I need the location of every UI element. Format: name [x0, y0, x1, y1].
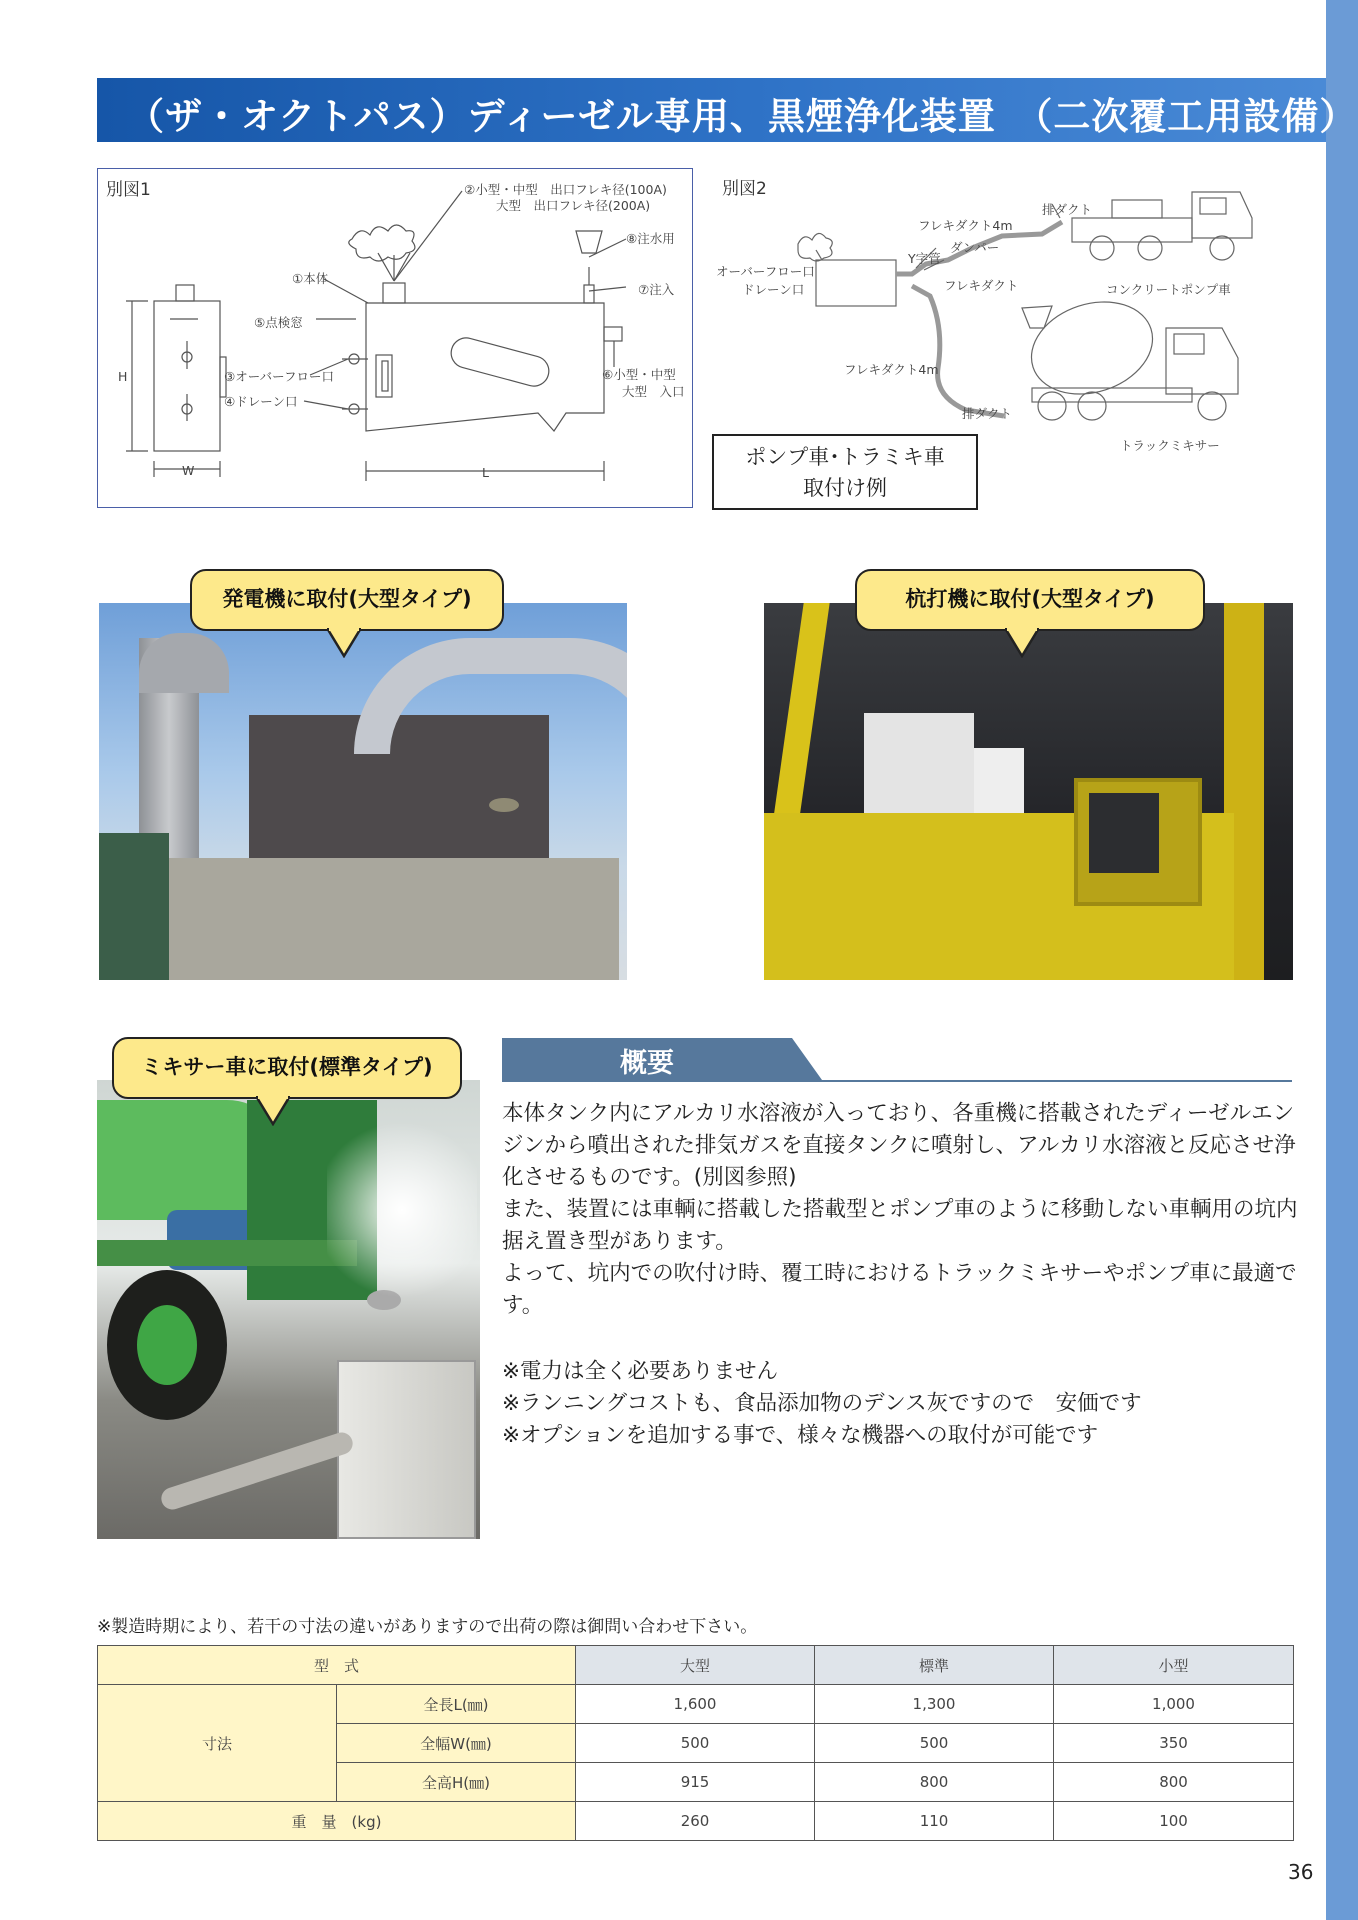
- note-1: ※電力は全く必要ありません: [502, 1359, 779, 1384]
- figure-1-label: 別図1: [106, 180, 151, 200]
- row-label-height: 全高H(㎜): [337, 1763, 576, 1802]
- installation-example-box: [712, 434, 978, 510]
- fig2-label-damper: ダンパー: [950, 240, 1000, 255]
- cell-length-standard: 1,300: [815, 1685, 1054, 1724]
- cell-length-small: 1,000: [1054, 1685, 1294, 1724]
- overview-notes: [502, 1356, 1142, 1452]
- row-label-length: 全長L(㎜): [337, 1685, 576, 1724]
- title-bar: [97, 78, 1358, 142]
- generator-caption: 発電機に取付(大型タイプ): [222, 587, 472, 611]
- pile-driver-photo: [764, 603, 1293, 980]
- callout-8: ⑧注水用: [626, 231, 675, 246]
- callout-7: ⑦注入: [638, 282, 675, 297]
- spec-table: [97, 1645, 1294, 1841]
- figure-1-diagram: [97, 168, 693, 508]
- row-label-width: 全幅W(㎜): [337, 1724, 576, 1763]
- cell-width-small: 350: [1054, 1724, 1294, 1763]
- example-line-1: ポンプ車･トラミキ車: [745, 445, 945, 469]
- bubble-tail: [327, 628, 361, 658]
- callout-6b: 大型 入口: [622, 384, 685, 399]
- overview-paragraph-1: 本体タンク内にアルカリ水溶液が入っており、各重機に搭載されたディーゼルエンジンから噴出された排気ガスを直接タンクに噴射し、アルカリ水溶液と反応させ浄化させるものです。(別図参照): [502, 1101, 1296, 1190]
- dimensions-group-label: 寸法: [98, 1685, 337, 1802]
- dim-l: L: [482, 465, 489, 480]
- cell-length-large: 1,600: [576, 1685, 815, 1724]
- fig2-label-truck-mixer: トラックミキサー: [1120, 438, 1220, 453]
- overview-paragraph-2: また、装置には車輌に搭載した搭載型とポンプ車のように移動しない車輌用の坑内据え置き型があります。: [502, 1197, 1298, 1254]
- dim-w: W: [182, 463, 195, 478]
- fig2-label-overflow: オーバーフロー口: [716, 264, 815, 279]
- header-large: 大型: [576, 1646, 815, 1685]
- page-title: （ザ・オクトパス）ディーゼル専用、黒煙浄化装置 （二次覆工用設備）: [127, 95, 1358, 138]
- table-row: [98, 1685, 1294, 1724]
- fig2-label-flex-4m-top: フレキダクト4m: [918, 218, 1013, 233]
- cell-weight-standard: 110: [815, 1802, 1054, 1841]
- header-model: 型 式: [98, 1646, 576, 1685]
- fig2-label-drain: ドレーン口: [742, 282, 805, 297]
- pile-driver-caption-bubble: [855, 569, 1205, 631]
- callout-2: ②小型・中型 出口フレキ径(100A): [464, 182, 667, 197]
- cell-width-standard: 500: [815, 1724, 1054, 1763]
- mixer-caption-bubble: [112, 1037, 462, 1099]
- cell-height-small: 800: [1054, 1763, 1294, 1802]
- callout-5: ⑤点検窓: [254, 315, 303, 330]
- page-number: 36: [1288, 1860, 1314, 1884]
- callout-2b: 大型 出口フレキ径(200A): [496, 198, 651, 213]
- fig2-label-flex-4m-bottom: フレキダクト4m: [844, 362, 939, 377]
- fig2-label-pump-truck: コンクリートポンプ車: [1106, 282, 1231, 297]
- generator-photo: [99, 603, 627, 980]
- figure-1-callouts: [98, 169, 692, 507]
- cell-height-standard: 800: [815, 1763, 1054, 1802]
- callout-4: ④ドレーン口: [224, 394, 298, 409]
- table-header-row: [98, 1646, 1294, 1685]
- header-small: 小型: [1054, 1646, 1294, 1685]
- overview-heading-text: 概要: [620, 1048, 674, 1079]
- pile-driver-caption: 杭打機に取付(大型タイプ): [905, 587, 1155, 611]
- callout-3: ③オーバーフロー口: [224, 369, 334, 384]
- row-label-weight: 重 量 (kg): [98, 1802, 576, 1841]
- fig2-label-exhaust-duct-top: 排ダクト: [1042, 202, 1093, 217]
- table-note: ※製造時期により、若干の寸法の違いがありますので出荷の際は御問い合わせ下さい。: [97, 1617, 758, 1637]
- dim-h: H: [118, 369, 128, 384]
- bubble-tail: [1005, 628, 1039, 658]
- mixer-truck-photo: [97, 1080, 480, 1539]
- note-3: ※オプションを追加する事で、様々な機器への取付が可能です: [502, 1423, 1099, 1448]
- figure-2-label: 別図2: [722, 179, 767, 199]
- callout-6: ⑥小型・中型: [602, 367, 676, 382]
- cell-weight-large: 260: [576, 1802, 815, 1841]
- page-side-band: [1326, 0, 1358, 1920]
- callout-1: ①本体: [292, 271, 329, 286]
- example-line-2: 取付け例: [803, 476, 887, 500]
- cell-height-large: 915: [576, 1763, 815, 1802]
- overview-text: [502, 1098, 1302, 1322]
- bubble-tail: [256, 1096, 290, 1126]
- overview-paragraph-3: よって、坑内での吹付け時、覆工時におけるトラックミキサーやポンプ車に最適です。: [502, 1261, 1297, 1318]
- fig2-label-flex-duct: フレキダクト: [944, 278, 1019, 293]
- figure-2-labels: [712, 178, 1302, 478]
- fig2-label-y-pipe: Y字管: [908, 251, 941, 266]
- fig2-label-exhaust-duct-bottom: 排ダクト: [962, 406, 1013, 421]
- mixer-caption: ミキサー車に取付(標準タイプ): [141, 1055, 433, 1079]
- cell-weight-small: 100: [1054, 1802, 1294, 1841]
- table-row: [98, 1802, 1294, 1841]
- cell-width-large: 500: [576, 1724, 815, 1763]
- note-2: ※ランニングコストも、食品添加物のデンス灰ですので 安価です: [502, 1391, 1142, 1416]
- generator-caption-bubble: [190, 569, 504, 631]
- overview-heading: [502, 1038, 1292, 1082]
- header-standard: 標準: [815, 1646, 1054, 1685]
